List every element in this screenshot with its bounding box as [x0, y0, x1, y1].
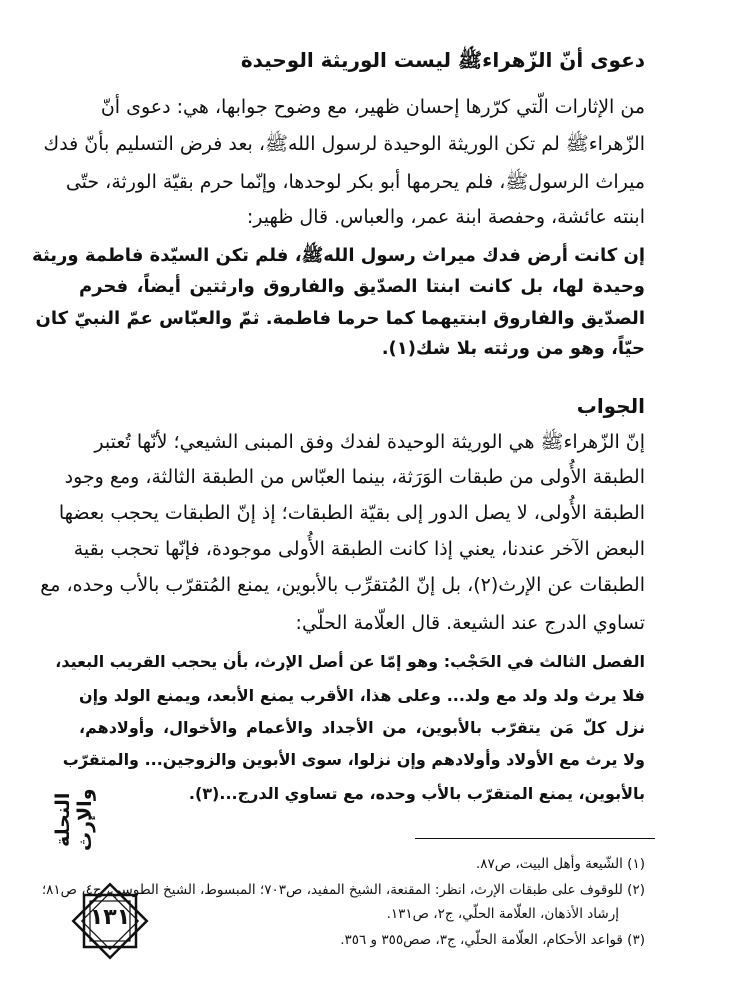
quote-line: ولا يرث مع الأولاد وأولادهم وإن نزلوا، سوى الأبوين والزوجين... والمتقرّب [62, 750, 645, 769]
quote-line: فلا يرث ولد ولد مع ولد... وعلى هذا، الأقرب يمنع الأبعد، ويمنع الولد وإن [79, 686, 645, 705]
paragraph-line: من الإثارات الّتي كرّرها إحسان ظهير، مع وضوح جوابها، هي: دعوى أنّ [100, 96, 645, 118]
paragraph-line: تساوي الدرج عند الشيعة. قال العلّامة الحلّي: [295, 612, 645, 634]
paragraph-line: إنّ الزّهراءﷺ هي الوريثة الوحيدة لفدك وفق المبنى الشيعي؛ لأنّها تُعتبر [94, 431, 645, 453]
page-number: ١٣١ [89, 905, 131, 930]
paragraph-line: ميراث الرسولﷺ، فلم يحرمها أبو بكر لوحدها، وإنّما حرم بقيّة الورثة، حتّى [65, 171, 645, 193]
quote-line: وحيدة لها، بل كانت ابنتا الصدّيق والفاروق وارثتين أيضاً، فحرم [79, 276, 645, 297]
section-heading: دعوى أنّ الزّهراءﷺ ليست الوريثة الوحيدة [240, 48, 645, 72]
paragraph-line: الطبقة الأُولى من طبقات الوَرَثة، بينما العبّاس من الطبقة الثالثة، ومع وجود [64, 466, 645, 488]
quote-line: الفصل الثالث في الحَجْب: وهو إمّا عن أصل الإرث، بأن يحجب القريب البعيد، [55, 652, 645, 671]
answer-title: الجواب [576, 394, 645, 418]
quote-line: حيّاً، وهو من ورثته بلا شك(١). [381, 338, 645, 359]
quote-line: إن كانت أرض فدك ميراث رسول اللهﷺ، فلم تكن السيّدة فاطمة وريثة [32, 245, 645, 266]
paragraph-line: الطبقة الأُولى، لا يصل الدور إلى بقيّة الطبقات؛ إذ إنّ الطبقات يحجب بعضها [58, 502, 645, 524]
footnote: (١) الشّيعة وأهل البيت، ص٨٧. [475, 856, 645, 872]
quote-line: بالأبوين، يمنع المتقرّب بالأب وحده، مع تساوي الدرج...(٣). [188, 784, 645, 803]
quote-line: الصدّيق والفاروق ابنتيهما كما حرما فاطمة. ثمّ والعبّاس عمّ النبيّ كان [35, 308, 645, 329]
paragraph-line: الزّهراءﷺ لم تكن الوريثة الوحيدة لرسول اللهﷺ، بعد فرض التسليم بأنّ فدك [43, 133, 645, 155]
footnote-divider [415, 838, 655, 839]
footnote: إرشاد الأذهان، العلّامة الحلّي، ج٢، ص١٣١. [386, 906, 619, 922]
footnote: (٣) قواعد الأحكام، العلّامة الحلّي، ج٣، صص٣٥٥ و ٣٥٦. [340, 932, 645, 948]
paragraph-line: البعض الآخر عندنا، يعني إذا كانت الطبقة الأُولى موجودة، فإنّها تحجب بقية [73, 538, 645, 560]
quote-line: نزل كلّ مَن يتقرّب بالأبوين، من الأجداد والأعمام والأخوال، وأولادهم، [79, 718, 645, 737]
running-side-title: النحلة والإرث [52, 788, 96, 852]
paragraph-line: ابنته عائشة، وحفصة ابنة عمر، والعباس. قال ظهير: [246, 206, 645, 228]
footnote: (٢) للوقوف على طبقات الإرث، انظر: المقنعة، الشيخ المفيد، ص٧٠٣؛ المبسوط، الشيخ الطوسي، ج٤، ص٨١؛ [41, 882, 645, 898]
paragraph-line: الطبقات عن الإرث(٢)، بل إنّ المُتقرِّب بالأبوين، يمنع المُتقرّب بالأب وحده، مع [40, 574, 645, 596]
